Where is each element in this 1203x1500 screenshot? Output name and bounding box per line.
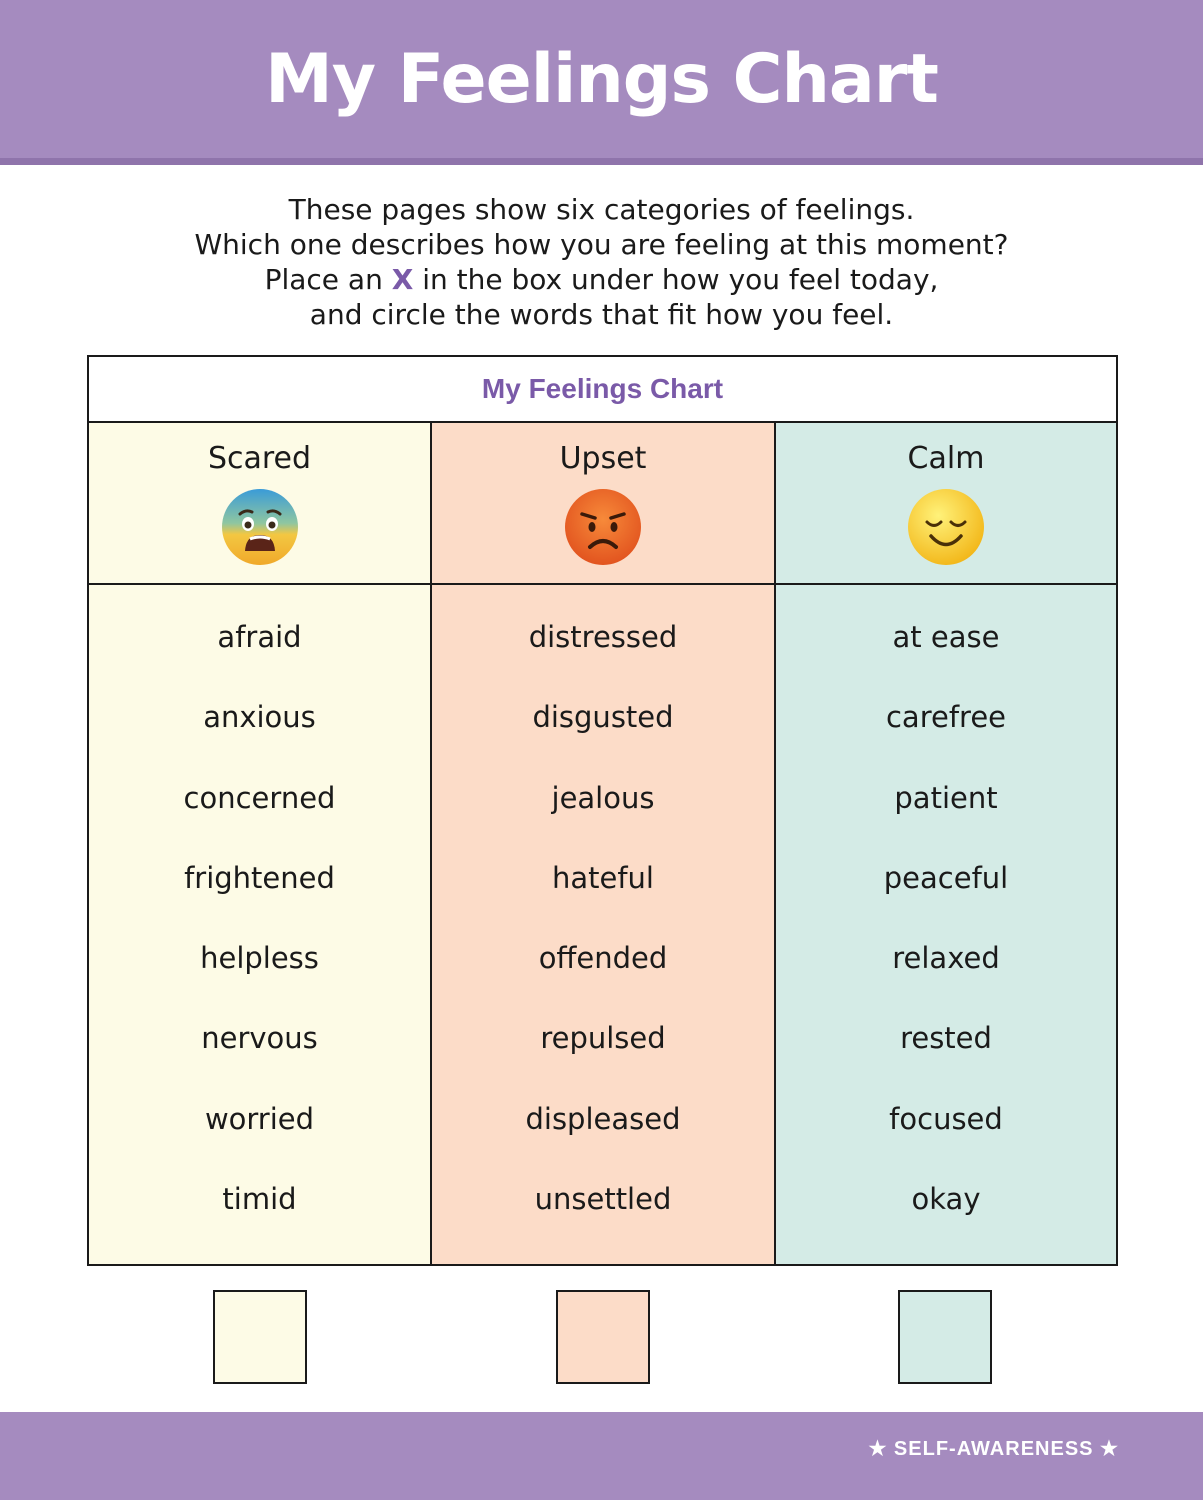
x-mark: X — [391, 263, 414, 296]
feeling-word[interactable]: focused — [889, 1101, 1003, 1136]
instructions-line-3-end: in the box under how you feel today, — [413, 263, 939, 296]
page-title: My Feelings Chart — [265, 39, 938, 119]
feeling-word[interactable]: okay — [911, 1182, 981, 1217]
feeling-word[interactable]: concerned — [183, 780, 336, 815]
column-scared — [89, 423, 432, 1264]
feeling-word[interactable]: jealous — [551, 780, 655, 815]
word-list-upset — [432, 607, 774, 1249]
feeling-word[interactable]: carefree — [885, 700, 1007, 735]
column-label-calm: Calm — [907, 441, 985, 476]
relieved-face-icon — [906, 487, 986, 567]
instructions-line-2: Which one describes how you are feeling at this moment? — [194, 228, 1009, 261]
instructions-line-4: and circle the words that fit how you feel. — [309, 298, 894, 331]
column-header-calm — [776, 423, 1116, 585]
chart-title: My Feelings Chart — [89, 357, 1116, 423]
instructions — [0, 192, 1203, 332]
feeling-word[interactable]: patient — [894, 780, 998, 815]
column-label-scared: Scared — [207, 441, 312, 476]
feeling-word[interactable]: timid — [222, 1182, 297, 1217]
feeling-word[interactable]: anxious — [203, 700, 316, 735]
instructions-line-1: These pages show six categories of feelings. — [288, 193, 915, 226]
feeling-word[interactable]: displeased — [525, 1101, 681, 1136]
frowning-face-icon — [563, 487, 643, 567]
checkbox-scared[interactable] — [213, 1290, 307, 1384]
feeling-word[interactable]: offended — [538, 941, 668, 976]
feeling-word[interactable]: peaceful — [883, 860, 1009, 895]
feeling-word[interactable]: rested — [900, 1021, 992, 1056]
checkbox-calm[interactable] — [898, 1290, 992, 1384]
column-label-upset: Upset — [559, 441, 647, 476]
column-upset — [432, 423, 776, 1264]
feeling-word[interactable]: distressed — [528, 620, 678, 654]
feeling-word[interactable]: hateful — [551, 860, 654, 895]
feelings-chart — [87, 355, 1118, 1266]
feeling-word[interactable]: afraid — [217, 620, 302, 654]
feeling-word[interactable]: nervous — [201, 1021, 318, 1056]
fearful-face-icon — [220, 487, 300, 567]
feeling-word[interactable]: frightened — [184, 860, 335, 895]
feeling-word[interactable]: disgusted — [532, 700, 674, 735]
feeling-word[interactable]: relaxed — [892, 941, 1000, 976]
feeling-word[interactable]: repulsed — [540, 1021, 666, 1056]
instructions-line-3-start: Place an — [264, 263, 392, 296]
column-header-scared — [89, 423, 430, 585]
feeling-word[interactable]: at ease — [892, 620, 1000, 654]
word-list-calm — [776, 607, 1116, 1249]
feeling-word[interactable]: helpless — [200, 941, 319, 976]
header-banner — [0, 0, 1203, 165]
feeling-word[interactable]: worried — [204, 1101, 315, 1136]
feeling-word[interactable]: unsettled — [534, 1182, 672, 1217]
column-calm — [776, 423, 1116, 1264]
instructions-line-3 — [0, 262, 1203, 297]
column-header-upset — [432, 423, 774, 585]
word-list-scared — [89, 607, 430, 1249]
footer-banner — [0, 1412, 1203, 1500]
section-tag: ★ SELF-AWARENESS ★ — [868, 1438, 1119, 1460]
checkbox-upset[interactable] — [556, 1290, 650, 1384]
